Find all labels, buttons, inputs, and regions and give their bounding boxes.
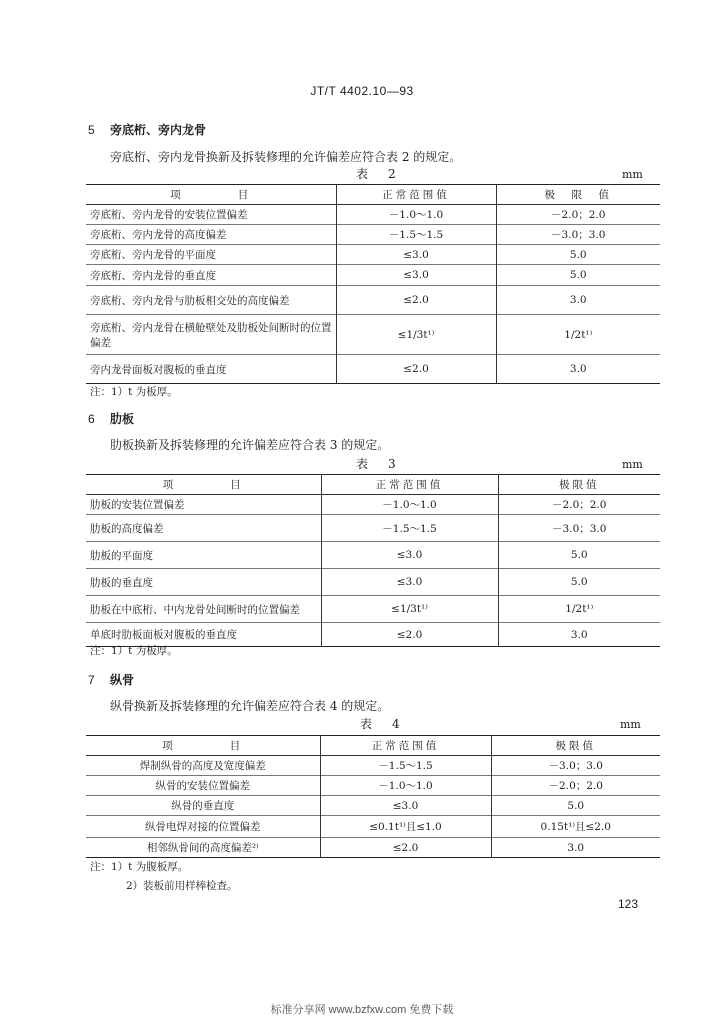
section-7-title: 纵骨 xyxy=(110,673,135,687)
table-cell: 旁底桁、旁内龙骨的高度偏差 xyxy=(90,229,227,241)
table-cell: 旁底桁、旁内龙骨与肋板相交处的高度偏差 xyxy=(90,294,290,307)
page-number: 123 xyxy=(618,897,639,911)
column-header: 极 限 值 xyxy=(496,185,660,205)
table-4-unit: mm xyxy=(620,718,641,731)
table-cell: 肋板的安装位置偏差 xyxy=(90,499,185,511)
table-3-unit: mm xyxy=(622,458,643,471)
table-cell: －3.0；3.0 xyxy=(491,756,660,776)
table-row xyxy=(86,596,660,623)
table-cell: 3.0 xyxy=(496,286,660,315)
table-cell: 3.0 xyxy=(496,355,660,384)
table-cell: －2.0；2.0 xyxy=(498,495,660,515)
column-header: 极限值 xyxy=(491,736,660,756)
table-cell: －1.5～1.5 xyxy=(336,225,496,245)
table-header-row xyxy=(86,475,660,495)
table-row xyxy=(86,205,660,225)
table-cell: ≤3.0 xyxy=(336,265,496,286)
table-cell: 旁底桁、旁内龙骨的平面度 xyxy=(90,249,216,261)
table-row xyxy=(86,756,660,776)
column-header: 项 目 xyxy=(170,189,252,201)
table-cell: ≤2.0 xyxy=(336,355,496,384)
table-cell: 单底时肋板面板对腹板的垂直度 xyxy=(90,629,237,641)
table-cell: －2.0；2.0 xyxy=(496,205,660,225)
table-2 xyxy=(86,184,660,384)
table-row xyxy=(86,245,660,265)
table-cell: ≤3.0 xyxy=(321,542,498,569)
table-row xyxy=(86,569,660,596)
section-6-title: 肋板 xyxy=(110,412,135,426)
section-7-number: 7 xyxy=(88,673,95,687)
table-cell: 5.0 xyxy=(496,245,660,265)
table-cell: 5.0 xyxy=(498,542,660,569)
column-header: 正常范围值 xyxy=(320,736,491,756)
table-cell: 肋板在中底桁、中内龙骨处间断时的位置偏差 xyxy=(90,603,300,616)
table-cell: 旁底桁、旁内龙骨的安装位置偏差 xyxy=(90,209,248,221)
table-cell: ≤0.1t¹⁾且≤1.0 xyxy=(320,816,491,838)
table-4-caption: 表 4 xyxy=(360,717,404,731)
table-cell: 3.0 xyxy=(498,623,660,647)
table-row xyxy=(86,225,660,245)
section-6-number: 6 xyxy=(88,412,95,426)
table-cell: －1.0～1.0 xyxy=(321,495,498,515)
section-5-text: 旁底桁、旁内龙骨换新及拆装修理的允许偏差应符合表 2 的规定。 xyxy=(110,150,462,164)
standard-number: JT/T 4402.10—93 xyxy=(310,84,414,98)
table-cell: －1.0～1.0 xyxy=(320,776,491,796)
column-header: 项 目 xyxy=(162,479,244,491)
table-3-note: 注：1）t 为板厚。 xyxy=(90,645,178,657)
table-cell: 3.0 xyxy=(491,838,660,858)
table-cell: 肋板的平面度 xyxy=(90,549,153,562)
table-cell: 肋板的高度偏差 xyxy=(90,522,164,535)
table-cell: －3.0；3.0 xyxy=(496,225,660,245)
table-cell: ≤3.0 xyxy=(320,796,491,816)
table-header-row xyxy=(86,185,660,205)
table-3 xyxy=(86,474,660,647)
table-header-row xyxy=(86,736,660,756)
table-cell: 5.0 xyxy=(496,265,660,286)
table-row xyxy=(86,315,660,355)
section-5-heading xyxy=(88,121,206,138)
table-row xyxy=(86,796,660,816)
column-header: 极限值 xyxy=(498,475,660,495)
table-cell: 1/2t¹⁾ xyxy=(496,315,660,355)
column-header: 正常范围值 xyxy=(336,185,496,205)
table-cell: 纵骨的安装位置偏差 xyxy=(155,780,250,792)
table-row xyxy=(86,286,660,315)
table-cell: －1.5～1.5 xyxy=(320,756,491,776)
table-cell: 纵骨的垂直度 xyxy=(171,800,235,812)
table-cell: －3.0；3.0 xyxy=(498,515,660,542)
table-cell: ≤1/3t¹⁾ xyxy=(321,596,498,623)
table-2-note: 注：1）t 为板厚。 xyxy=(90,386,178,398)
table-cell: －2.0；2.0 xyxy=(491,776,660,796)
table-cell: ≤1/3t¹⁾ xyxy=(336,315,496,355)
table-cell: 相邻纵骨间的高度偏差²⁾ xyxy=(146,842,259,854)
section-7-heading xyxy=(88,671,134,688)
table-4 xyxy=(86,735,660,858)
section-6-text: 肋板换新及拆装修理的允许偏差应符合表 3 的规定。 xyxy=(110,438,390,452)
column-header: 项 目 xyxy=(162,740,244,752)
table-cell: 旁底桁、旁内龙骨的垂直度 xyxy=(90,269,216,282)
section-5-title: 旁底桁、旁内龙骨 xyxy=(110,123,207,137)
table-row xyxy=(86,515,660,542)
table-cell: ≤2.0 xyxy=(336,286,496,315)
table-cell: 肋板的垂直度 xyxy=(90,576,153,589)
section-7-text: 纵骨换新及拆装修理的允许偏差应符合表 4 的规定。 xyxy=(110,699,390,713)
table-cell: ≤3.0 xyxy=(321,569,498,596)
table-cell: 旁内龙骨面板对腹板的垂直度 xyxy=(90,363,227,376)
table-2-caption: 表 2 xyxy=(356,167,400,181)
table-cell: 焊制纵骨的高度及宽度偏差 xyxy=(139,760,266,772)
table-cell: 5.0 xyxy=(498,569,660,596)
table-cell: 旁底桁、旁内龙骨在横舱壁处及肋板处间断时的位置偏差 xyxy=(90,321,332,349)
table-cell: 0.15t¹⁾且≤2.0 xyxy=(491,816,660,838)
section-5-number: 5 xyxy=(88,123,95,137)
table-4-note-1: 注：1）t 为腹板厚。 xyxy=(90,861,189,873)
table-cell: －1.5～1.5 xyxy=(321,515,498,542)
column-header: 正常范围值 xyxy=(321,475,498,495)
table-2-unit: mm xyxy=(622,168,643,181)
section-6-heading xyxy=(88,410,134,427)
site-footer: 标准分享网 www.bzfxw.com 免费下载 xyxy=(270,1004,454,1016)
table-row xyxy=(86,542,660,569)
table-cell: ≤3.0 xyxy=(336,245,496,265)
table-row xyxy=(86,265,660,286)
table-4-note-2: 2）装板前用样棒检查。 xyxy=(126,880,238,892)
table-cell: 1/2t¹⁾ xyxy=(498,596,660,623)
table-cell: 纵骨电焊对接的位置偏差 xyxy=(145,821,261,833)
table-cell: 5.0 xyxy=(491,796,660,816)
table-row xyxy=(86,355,660,384)
table-3-caption: 表 3 xyxy=(356,457,400,471)
table-row xyxy=(86,838,660,858)
table-row xyxy=(86,495,660,515)
table-row xyxy=(86,776,660,796)
table-cell: －1.0～1.0 xyxy=(336,205,496,225)
table-cell: ≤2.0 xyxy=(320,838,491,858)
table-row xyxy=(86,816,660,838)
table-cell: ≤2.0 xyxy=(321,623,498,647)
